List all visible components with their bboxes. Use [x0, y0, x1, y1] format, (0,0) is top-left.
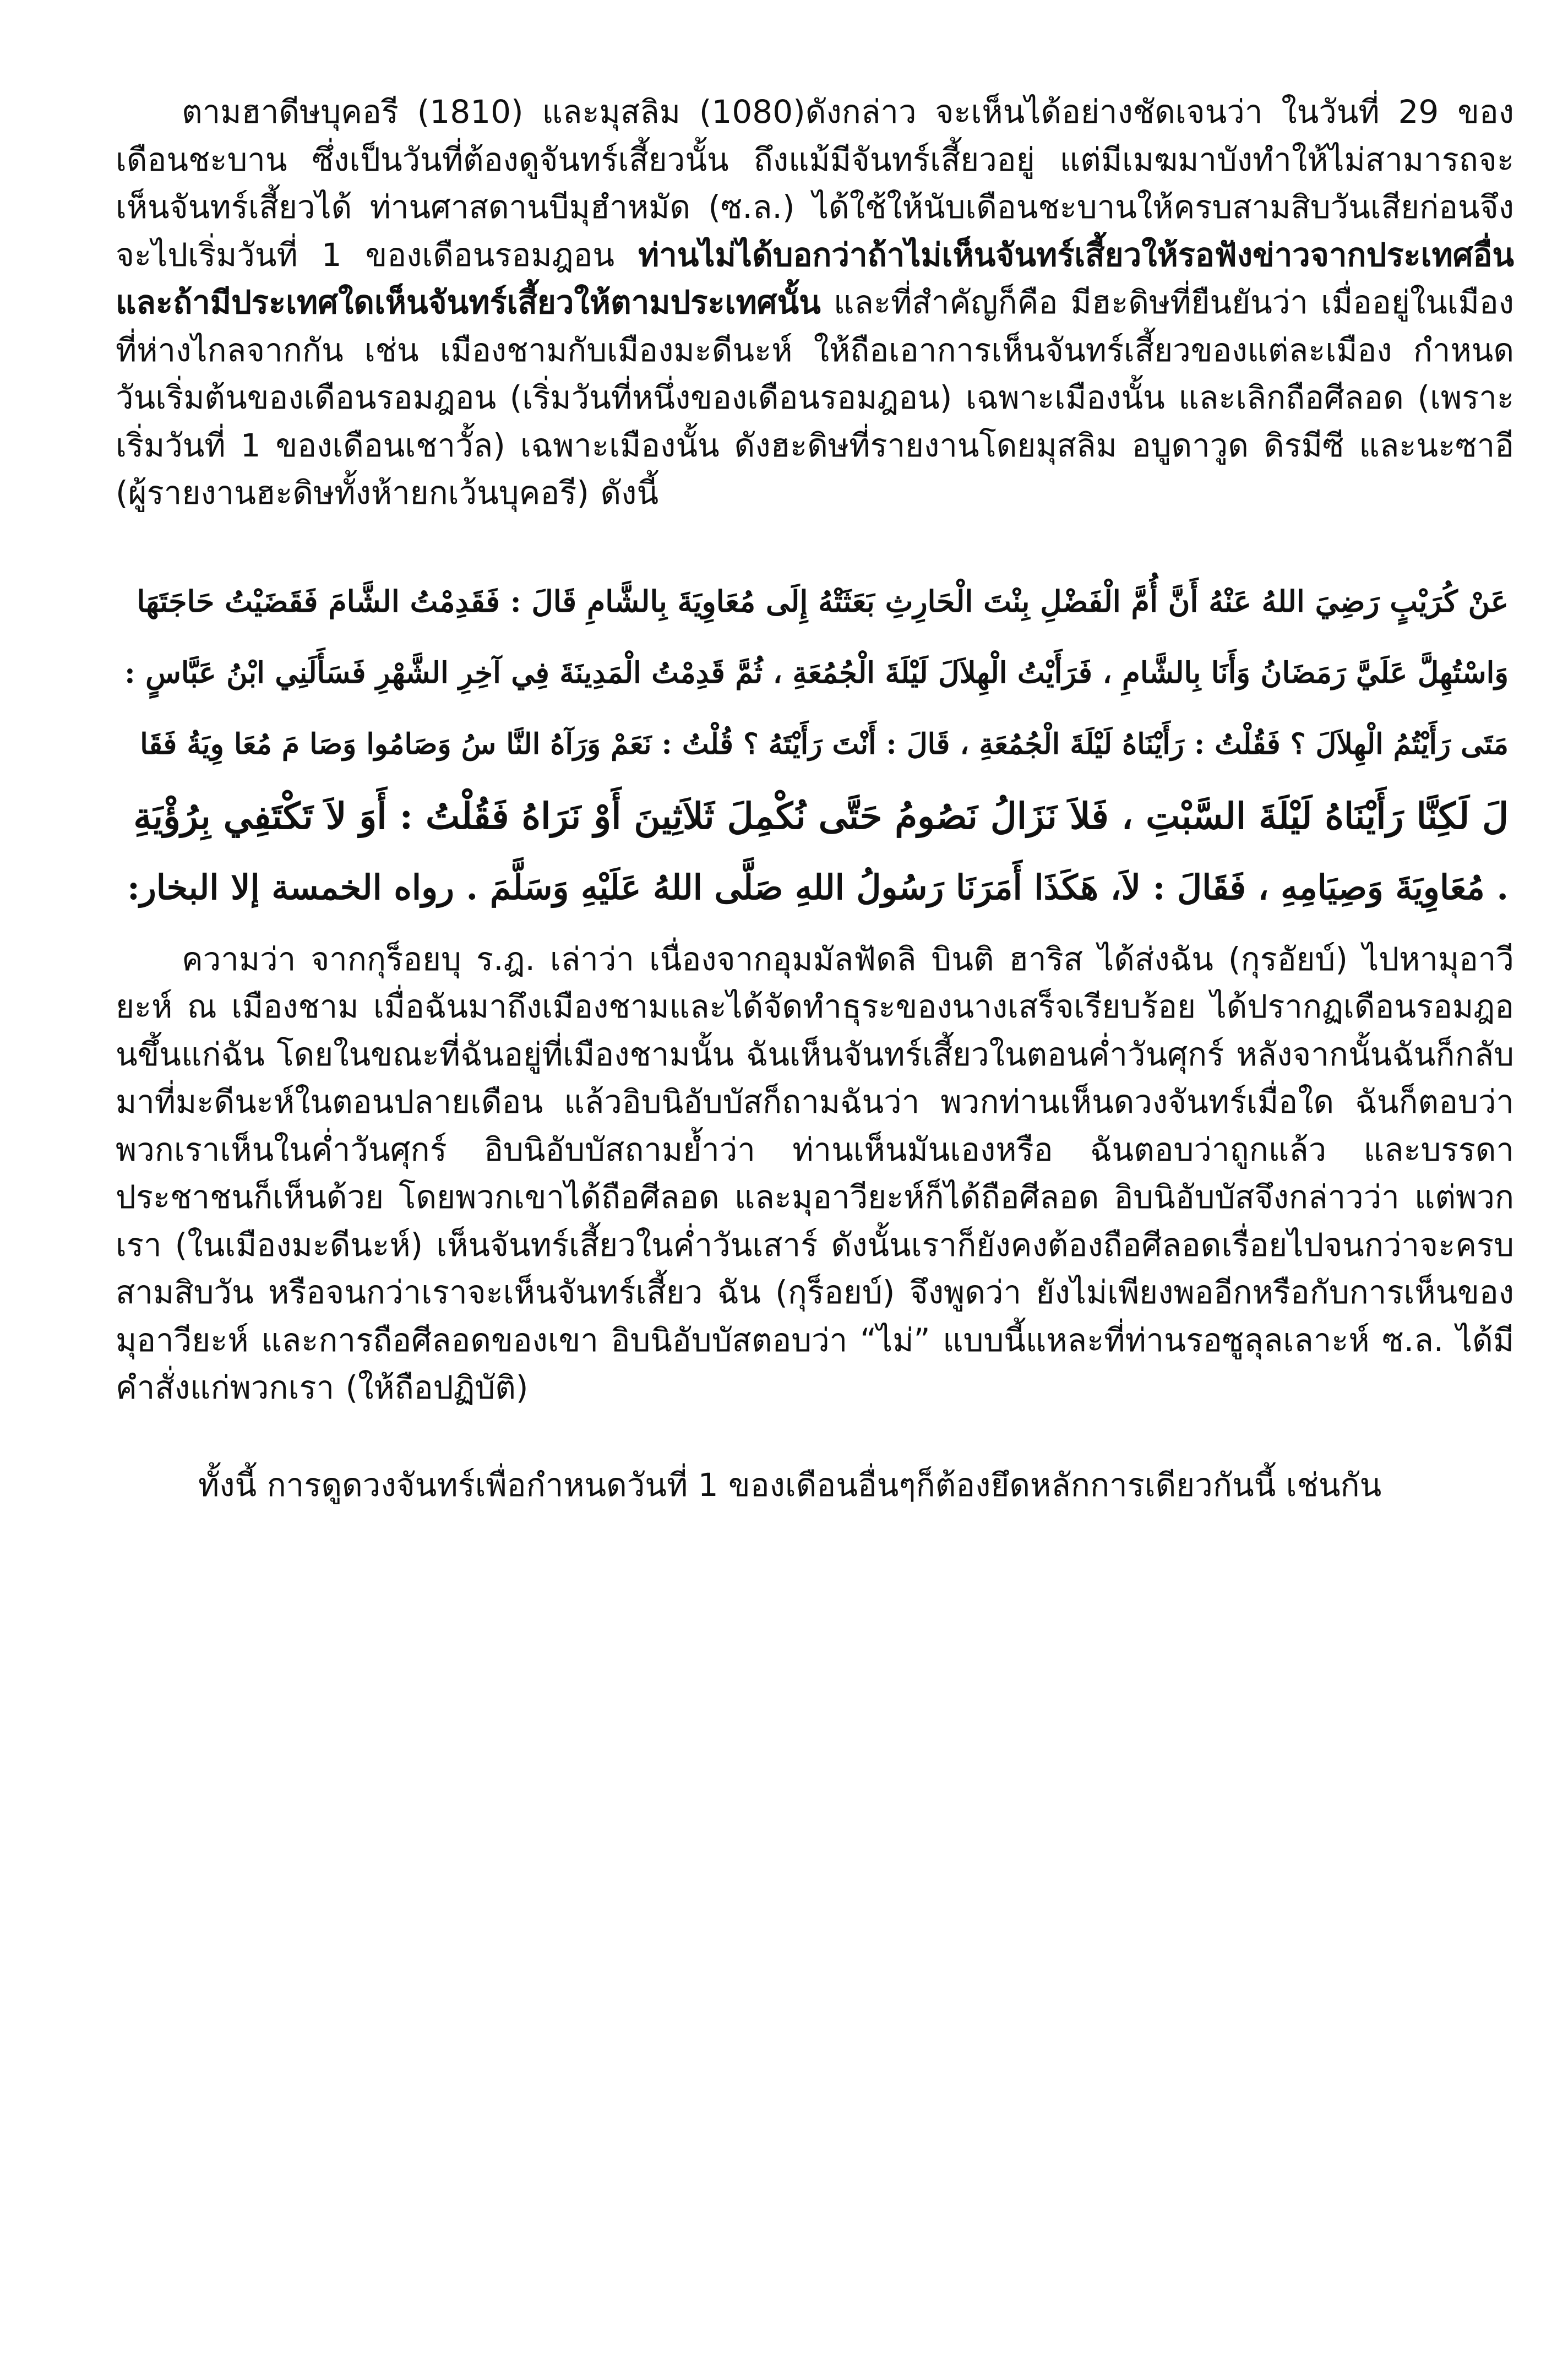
intro-paragraph — [116, 88, 1514, 517]
translation-paragraph: ความว่า จากกุร็อยบุ ร.ฎ. เล่าว่า เนื่องจากอุมมัลฟัดลิ บินติ ฮาริส ได้ส่งฉัน (กุรอัยบ์) ไปหามุอาวียะห์ ณ เมืองชาม เมื่อฉันมาถึงเมืองชามและได้จัดทำธุระของนางเสร็จเรียบร้อย ได้ปรากฏเดือนรอมฎอนขึ้นแก่ฉัน โดยในขณะที่ฉันอยู่ที่เมืองชามนั้น ฉันเห็นจันทร์เสี้ยวในตอนค่ำวันศุกร์ หลังจากนั้นฉันก็กลับมาที่มะดีนะห์ในตอนปลายเดือน แล้วอิบนิอับบัสก็ถามฉันว่า พวกท่านเห็นดวงจันทร์เมื่อใด ฉันก็ตอบว่า พวกเราเห็นในค่ำวันศุกร์ อิบนิอับบัสถามย้ำว่า ท่านเห็นมันเองหรือ ฉันตอบว่าถูกแล้ว และบรรดาประชาชนก็เห็นด้วย โดยพวกเขาได้ถือศีลอด และมุอาวียะห์ก็ได้ถือศีลอด อิบนิอับบัสจึงกล่าวว่า แต่พวกเรา (ในเมืองมะดีนะห์) เห็นจันทร์เสี้ยวในค่ำวันเสาร์ ดังนั้นเราก็ยังคงต้องถือศีลอดเรื่อยไปจนกว่าจะครบสามสิบวัน หรือจนกว่าเราจะเห็นจันทร์เสี้ยว ฉัน (กุร็อยบ์) จึงพูดว่า ยังไม่เพียงพออีกหรือกับการเห็นของมุอาวียะห์ และการถือศีลอดของเขา อิบนิอับบัสตอบว่า “ไม่” แบบนี้แหละที่ท่านรอซูลุลเลาะห์ ซ.ล. ได้มีคำสั่งแก่พวกเรา (ให้ถือปฏิบัติ) — [116, 940, 1514, 1406]
arabic-line-4: لَ لَكِنَّا رَأَيْنَاهُ لَيْلَةَ السَّبْتِ ، فَلاَ نَزَالُ نَصُومُ حَتَّى نُكْمِلَ ثَلاَثِينَ أَوْ نَرَاهُ فَقُلْتُ : أَوَ لاَ تَكْتَفِي بِرُؤْيَةِ — [133, 794, 1509, 837]
arabic-line-2: وَاسْتُهِلَّ عَلَيَّ رَمَضَانُ وَأَنَا بِالشَّامِ ، فَرَأَيْتُ الْهِلاَلَ لَيْلَةَ الْجُمُعَةِ ، ثُمَّ قَدِمْتُ الْمَدِينَةَ فِي آخِرِ الشَّهْرِ فَسَأَلَنِي ابْنُ عَبَّاسٍ : — [124, 655, 1509, 690]
arabic-line-5: . مُعَاوِيَةَ وَصِيَامِهِ ، فَقَالَ : لاَ، هَكَذَا أَمَرَنَا رَسُولُ اللهِ صَلَّى اللهُ عَلَيْهِ وَسَلَّمَ . رواه الخمسة إلا البخار: — [127, 867, 1509, 907]
closing-sentence: ทั้งนี้ การดูดวงจันทร์เพื่อกำหนดวันที่ 1 ของเดือนอื่นๆก็ต้องยึดหลักการเดียวกันนี้ เช่นกัน — [198, 1466, 1382, 1504]
arabic-hadith-quote — [116, 565, 1514, 923]
intro-text-part1: ตามฮาดีษบุคอรี (1810) และมุสลิม (1080)ดังกล่าว จะเห็นได้อย่างชัดเจนว่า ในวันที่ 29 ของเดือนชะบาน ซึ่งเป็นวันที่ต้องดูจันทร์เสี้ยวนั้น ถึงแม้มีจันทร์เสี้ยวอยู่ แต่มีเมฆมาบังทำให้ไม่สามารถจะเห็นจันทร์เสี้ยวได้ ท่านศาสดานบีมุฮำหมัด (ซ.ล.) ได้ใช้ให้นับเดือนชะบานให้ครบสามสิบวันเสียก่อนจึงจะไปเริ่มวันที่ 1 ของเดือนรอมฎอน — [116, 93, 1514, 274]
intro-bold-statement: ท่านไม่ได้บอกว่าถ้าไม่เห็นจันทร์เสี้ยวให้รอฟังข่าวจากประเทศอื่น และถ้ามีประเทศใดเห็นจันทร์เสี้ยวให้ตามประเทศนั้น — [116, 236, 1514, 321]
document-page — [116, 88, 1514, 1541]
intro-text-part2: และที่สำคัญก็คือ มีฮะดิษที่ยืนยันว่า เมื่ออยู่ในเมืองที่ห่างไกลจากกัน เช่น เมืองชามกับเมืองมะดีนะห์ ให้ถือเอาการเห็นจันทร์เสี้ยวของแต่ละเมือง กำหนด วันเริ่มต้นของเดือนรอมฎอน (เริ่มวันที่หนึ่งของเดือนรอมฎอน) เฉพาะเมืองนั้น และเลิกถือศีลอด (เพราะเริ่มวันที่ 1 ของเดือนเชาวั้ล) เฉพาะเมืองนั้น ดังฮะดิษที่รายงานโดยมุสลิม อบูดาวูด ดิรมีซี และนะซาอี (ผู้รายงานฮะดิษทั้งห้ายกเว้นบุคอรี) ดังนี้ — [116, 284, 1514, 512]
arabic-line-3: مَتَى رَأَيْتُمُ الْهِلاَلَ ؟ فَقُلْتُ : رَأَيْنَاهُ لَيْلَةَ الْجُمُعَةِ ، قَالَ : أَنْتَ رَأَيْتَهُ ؟ قُلْتُ : نَعَمْ وَرَآهُ النَّا سُ وَصَامُوا وَصَا مَ مُعَا وِيَةُ فَقَا — [140, 727, 1509, 761]
arabic-line-1: عَنْ كُرَيْبٍ رَضِيَ اللهُ عَنْهُ أَنَّ أُمَّ الْفَضْلِ بِنْتَ الْحَارِثِ بَعَثَتْهُ إِلَى مُعَاوِيَةَ بِالشَّامِ قَالَ : فَقَدِمْتُ الشَّامَ فَقَضَيْتُ حَاجَتَهَا — [137, 583, 1509, 619]
